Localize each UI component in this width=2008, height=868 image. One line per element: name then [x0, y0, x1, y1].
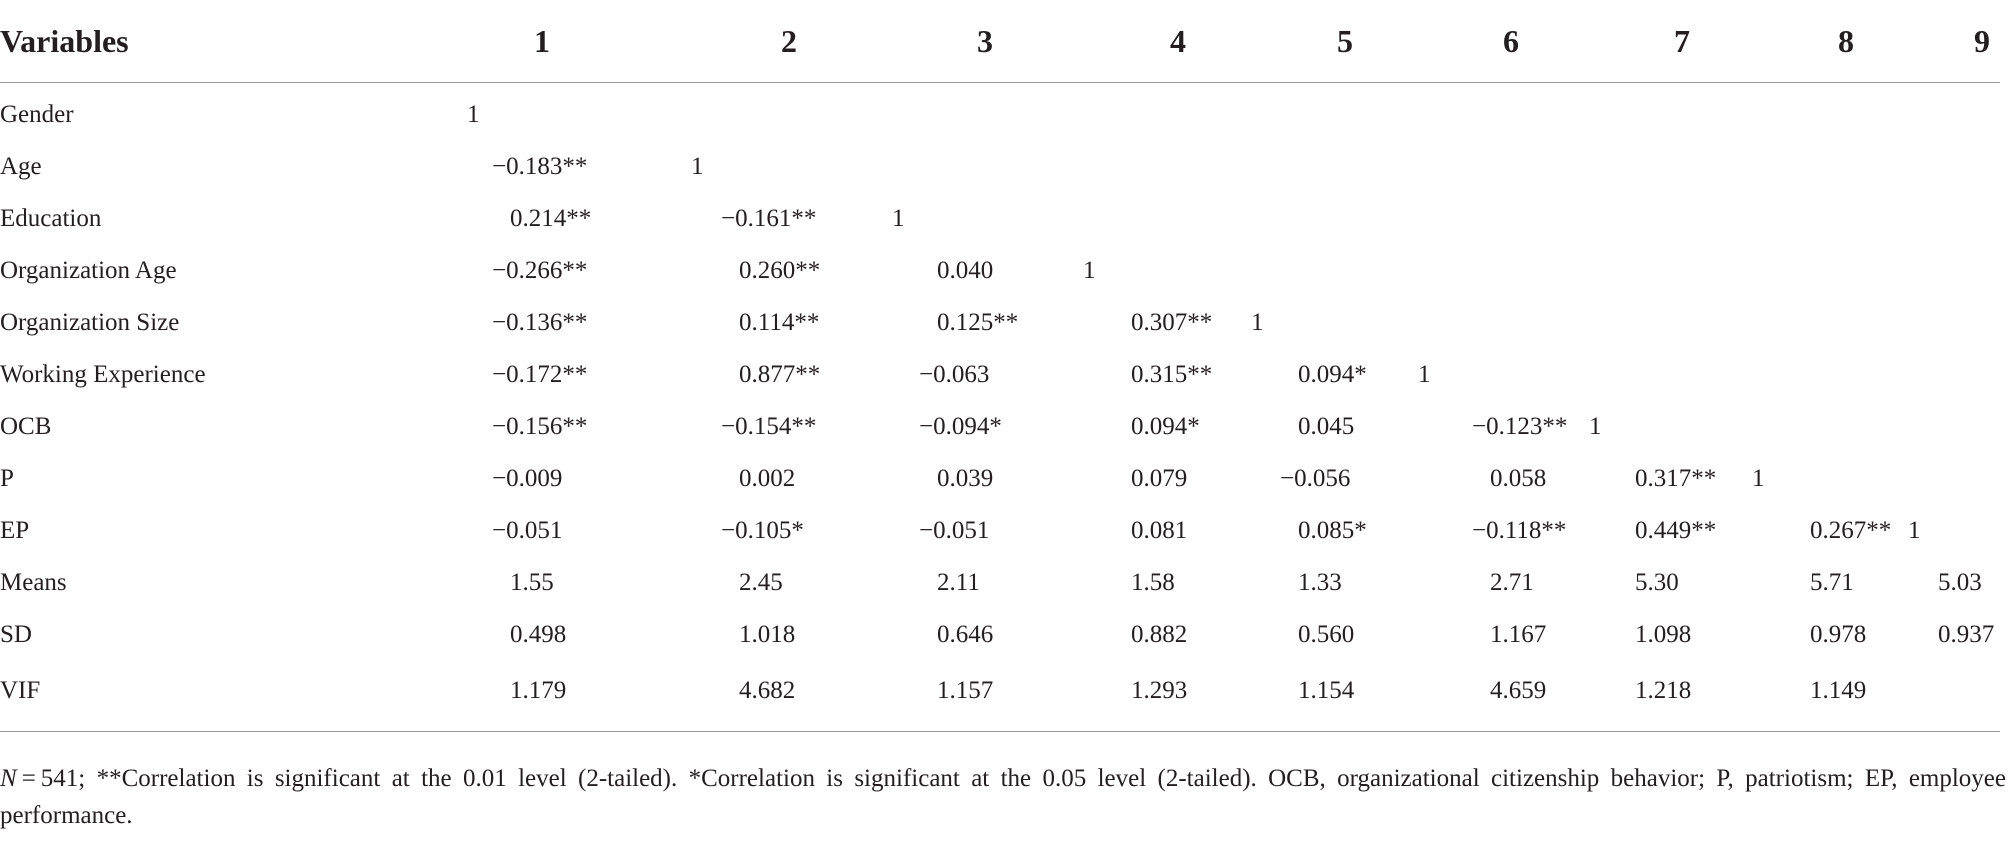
table-body [0, 83, 2000, 732]
table-cell: 0.094* [1298, 361, 1367, 388]
table-cell [1880, 245, 2000, 297]
table-row [0, 453, 2000, 505]
table-cell [1387, 245, 1562, 297]
table-cell: −0.183** [492, 153, 588, 180]
table-cell: 1 [1908, 517, 1921, 544]
table-cell: 2.11 [937, 569, 980, 596]
table-cell [1387, 193, 1562, 245]
footnote-n-symbol: N [0, 765, 17, 792]
table-cell: 4.682 [639, 661, 849, 732]
header-col-6: 6 [1387, 0, 1562, 83]
table-row [0, 141, 2000, 193]
table-cell [1562, 349, 1722, 401]
table-cell [1722, 297, 1880, 349]
table-cell: 1.157 [849, 661, 1047, 732]
table-cell [1880, 193, 2000, 245]
table-cell: −0.009 [492, 465, 563, 492]
table-cell [1880, 83, 2000, 142]
table-cell: 0.079 [1131, 465, 1188, 492]
header-col-9: 9 [1880, 0, 2000, 83]
table-footnote [0, 760, 2006, 834]
table-cell [1880, 297, 2000, 349]
table-cell [1387, 297, 1562, 349]
table-cell: −0.136** [492, 309, 588, 336]
table-cell: 0.267** [1810, 517, 1892, 544]
table-cell: 1 [1752, 465, 1765, 492]
table-cell [1562, 193, 1722, 245]
table-cell: 1.098 [1635, 621, 1692, 648]
row-label: Working Experience [0, 361, 206, 388]
row-label: P [0, 465, 14, 492]
table-cell: −0.266** [492, 257, 588, 284]
table-cell: 0.114** [739, 309, 820, 336]
table-cell: 0.125** [937, 309, 1019, 336]
table-cell: −0.051 [492, 517, 563, 544]
table-cell: 1 [1083, 257, 1096, 284]
table-cell: 0.214** [510, 205, 592, 232]
table-cell: 1.154 [1217, 661, 1387, 732]
row-label: Means [0, 569, 67, 596]
table-cell: 0.449** [1635, 517, 1717, 544]
table-cell [1217, 141, 1387, 193]
table-cell: 0.560 [1298, 621, 1355, 648]
header-col-1: 1 [442, 0, 639, 83]
table-cell [1880, 401, 2000, 453]
table-cell [849, 141, 1047, 193]
row-label: Organization Size [0, 309, 180, 336]
table-cell [639, 83, 849, 142]
row-label: Education [0, 205, 102, 232]
header-col-5: 5 [1217, 0, 1387, 83]
table-cell: 0.045 [1298, 413, 1355, 440]
table-row [0, 609, 2000, 661]
table-cell: 1.218 [1562, 661, 1722, 732]
table-cell: −0.161** [721, 205, 817, 232]
table-cell: 1.293 [1047, 661, 1217, 732]
table-cell: −0.172** [492, 361, 588, 388]
table-row [0, 401, 2000, 453]
header-row [0, 0, 2000, 83]
table-cell [1562, 141, 1722, 193]
table-cell: 4.659 [1387, 661, 1562, 732]
table-cell: −0.123** [1472, 413, 1568, 440]
table-cell [1217, 83, 1387, 142]
table-cell: 1 [467, 101, 480, 128]
table-cell [1722, 349, 1880, 401]
table-cell: 5.03 [1938, 569, 1982, 596]
table-cell: 0.978 [1810, 621, 1867, 648]
table-cell [1880, 141, 2000, 193]
table-cell: 2.45 [739, 569, 783, 596]
row-label: OCB [0, 413, 52, 440]
table-row [0, 297, 2000, 349]
header-col-7: 7 [1562, 0, 1722, 83]
table-cell [1562, 245, 1722, 297]
table-cell [1722, 83, 1880, 142]
row-label: Organization Age [0, 257, 177, 284]
table-cell: 0.646 [937, 621, 994, 648]
row-label: Gender [0, 101, 74, 128]
table-cell: 0.058 [1490, 465, 1547, 492]
table-cell: 0.882 [1131, 621, 1188, 648]
table-row [0, 245, 2000, 297]
table-cell [1880, 661, 2000, 732]
table-cell: 0.094* [1131, 413, 1200, 440]
table-cell: 0.307** [1131, 309, 1213, 336]
table-cell: 0.317** [1635, 465, 1717, 492]
table-cell [1880, 349, 2000, 401]
table-cell: 1.018 [739, 621, 796, 648]
row-label: VIF [0, 661, 442, 732]
table-cell: 1 [1251, 309, 1264, 336]
table-cell: 2.71 [1490, 569, 1534, 596]
table-cell: 0.039 [937, 465, 994, 492]
table-cell: −0.051 [919, 517, 990, 544]
table-row [0, 557, 2000, 609]
table-cell: 0.315** [1131, 361, 1213, 388]
table-cell [1047, 83, 1217, 142]
table-cell [1722, 193, 1880, 245]
table-cell [1562, 297, 1722, 349]
table-cell: 0.937 [1938, 621, 1995, 648]
header-col-8: 8 [1722, 0, 1880, 83]
header-col-3: 3 [849, 0, 1047, 83]
table-cell [1217, 245, 1387, 297]
table-row [0, 193, 2000, 245]
header-col-4: 4 [1047, 0, 1217, 83]
table-cell: 0.081 [1131, 517, 1188, 544]
table-cell: −0.118** [1472, 517, 1567, 544]
table-cell: 1.179 [442, 661, 639, 732]
table-cell: −0.056 [1280, 465, 1351, 492]
table-cell: 0.877** [739, 361, 821, 388]
table-cell: 1.167 [1490, 621, 1547, 648]
table-cell: 1.58 [1131, 569, 1175, 596]
table-cell: 1 [1589, 413, 1602, 440]
table-cell: 0.002 [739, 465, 796, 492]
row-label: EP [0, 517, 30, 544]
table-cell [1387, 141, 1562, 193]
table-cell: 5.71 [1810, 569, 1854, 596]
table-cell [1047, 141, 1217, 193]
table-cell: −0.156** [492, 413, 588, 440]
table-cell [1387, 83, 1562, 142]
table-cell [1562, 83, 1722, 142]
table-cell [1722, 401, 1880, 453]
table-cell: 1 [892, 205, 905, 232]
table-cell: 0.260** [739, 257, 821, 284]
table-cell [1217, 193, 1387, 245]
footnote-text: = 541; **Correlation is significant at the 0.01 level (2-tailed). *Correlation is significant at the 0.05 level (2-tailed). OCB, organizational citizenship behavior; P, patriotism; EP, employee performance. [0, 765, 2006, 829]
table-cell: 0.085* [1298, 517, 1367, 544]
table-cell: 1 [1418, 361, 1431, 388]
table-cell: 5.30 [1635, 569, 1679, 596]
row-label: SD [0, 621, 32, 648]
table-row [0, 505, 2000, 557]
table-cell [1880, 453, 2000, 505]
table-cell: 0.040 [937, 257, 994, 284]
header-variables: Variables [0, 0, 442, 83]
table-cell: 1.149 [1722, 661, 1880, 732]
table-cell: 1.55 [510, 569, 554, 596]
table-cell: −0.094* [919, 413, 1002, 440]
table-cell [1047, 193, 1217, 245]
header-col-2: 2 [639, 0, 849, 83]
table-cell: 0.498 [510, 621, 567, 648]
table-row [0, 661, 2000, 732]
table-cell [1722, 141, 1880, 193]
table-cell: −0.063 [919, 361, 990, 388]
table-row [0, 349, 2000, 401]
table-cell: 1 [691, 153, 704, 180]
table-cell: 1.33 [1298, 569, 1342, 596]
table-row [0, 83, 2000, 142]
table-cell [1722, 245, 1880, 297]
table-cell: −0.154** [721, 413, 817, 440]
table-cell: −0.105* [721, 517, 804, 544]
table-cell [849, 83, 1047, 142]
row-label: Age [0, 153, 42, 180]
